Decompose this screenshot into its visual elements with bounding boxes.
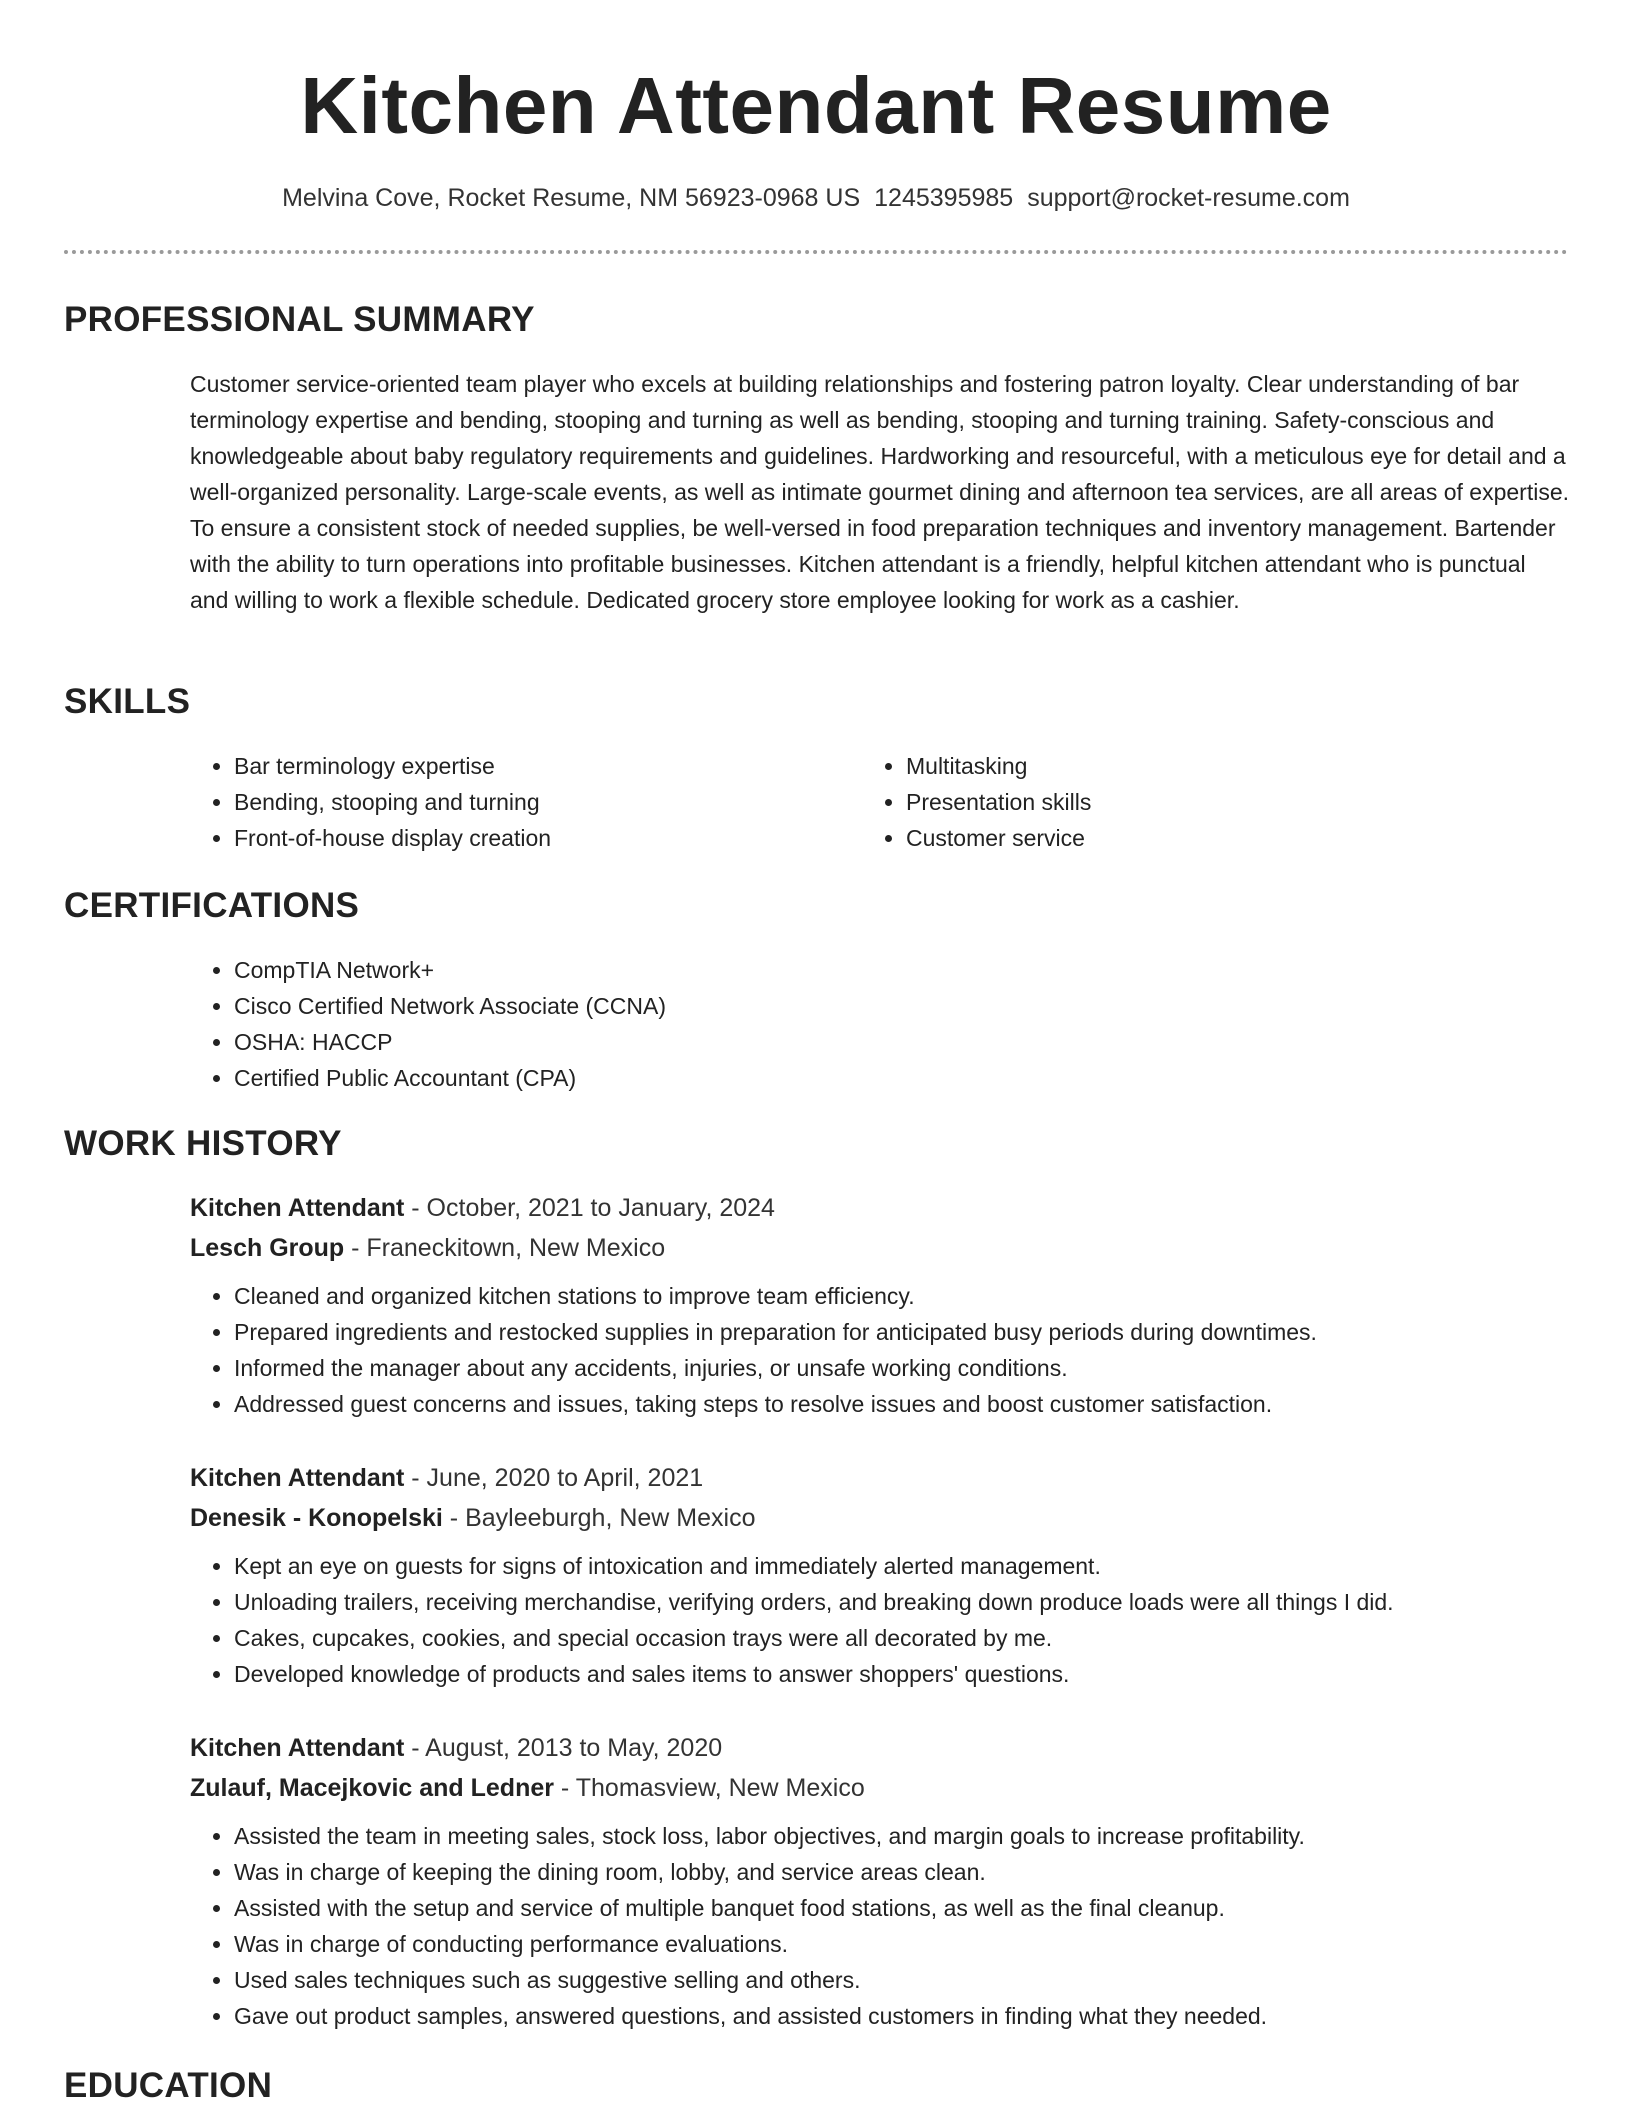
certification-item: • Certified Public Accountant (CPA) (234, 1060, 666, 1096)
job-company: Lesch Group (190, 1234, 345, 1262)
job-entry (190, 1728, 1580, 2034)
summary-text: Customer service-oriented team player who excels at building relationships and fostering patron loyalty. Clear understanding of bar terminology expertise and bending, stooping and turning as well as bending, stooping and turning training. Safety-conscious and knowledgeable about baby regulatory requirements and guidelines. Hardworking and resourceful, with a meticulous eye for detail and a well-organized personality. Large-scale events, as well as intimate gourmet dining and afternoon tea services, are all areas of expertise. To ensure a consistent stock of needed supplies, be well-versed in food preparation techniques and inventory management. Bartender with the ability to turn operations into profitable businesses. Kitchen attendant is a friendly, helpful kitchen attendant who is punctual and willing to work a flexible schedule. Dedicated grocery store employee looking for work as a cashier. (190, 371, 1570, 613)
header-divider (64, 250, 1568, 254)
job-location: - Bayleeburgh, New Mexico (442, 1504, 756, 1532)
section-title-certifications: CERTIFICATIONS (64, 886, 360, 925)
job-title-line (190, 1458, 1580, 1498)
resume-title: Kitchen Attendant Resume (300, 61, 1332, 150)
job-bullet: • Used sales techniques such as suggestive selling and others. (234, 1962, 1580, 1998)
job-company-line (190, 1228, 1580, 1268)
certification-item: • CompTIA Network+ (234, 952, 666, 988)
job-company-line (190, 1768, 1580, 1808)
certification-item: • Cisco Certified Network Associate (CCNA) (234, 988, 666, 1024)
certifications-list (190, 952, 666, 1096)
job-bullet: • Unloading trailers, receiving merchandise, verifying orders, and breaking down produce loads were all things I did. (234, 1584, 1580, 1620)
skill-item: • Bending, stooping and turning (234, 784, 551, 820)
skill-item: • Front-of-house display creation (234, 820, 551, 856)
job-bullet: • Informed the manager about any accidents, injuries, or unsafe working conditions. (234, 1350, 1580, 1386)
job-title: Kitchen Attendant (190, 1734, 405, 1762)
job-bullet: • Assisted the team in meeting sales, stock loss, labor objectives, and margin goals to increase profitability. (234, 1818, 1580, 1854)
skills-column-right (862, 748, 1091, 856)
job-dates: - June, 2020 to April, 2021 (404, 1464, 704, 1492)
skill-item: • Customer service (906, 820, 1091, 856)
job-entry (190, 1458, 1580, 1692)
job-bullet: • Addressed guest concerns and issues, taking steps to resolve issues and boost customer satisfaction. (234, 1386, 1580, 1422)
job-company-line (190, 1498, 1580, 1538)
skills-column-left (190, 748, 551, 856)
contact-phone: 1245395985 (874, 184, 1014, 212)
job-location: - Franeckitown, New Mexico (344, 1234, 666, 1262)
section-title-work-history: WORK HISTORY (64, 1124, 342, 1163)
skill-item: • Bar terminology expertise (234, 748, 551, 784)
contact-line (0, 180, 1632, 216)
skill-item: • Presentation skills (906, 784, 1091, 820)
job-bullet: • Cleaned and organized kitchen stations to improve team efficiency. (234, 1278, 1580, 1314)
job-company: Denesik - Konopelski (190, 1504, 443, 1532)
job-title-line (190, 1728, 1580, 1768)
section-title-skills: SKILLS (64, 682, 191, 721)
job-bullet: • Kept an eye on guests for signs of intoxication and immediately alerted management. (234, 1548, 1580, 1584)
job-bullet: • Assisted with the setup and service of multiple banquet food stations, as well as the final cleanup. (234, 1890, 1580, 1926)
section-title-education: EDUCATION (64, 2066, 273, 2105)
job-bullet: • Gave out product samples, answered questions, and assisted customers in finding what they needed. (234, 1998, 1580, 2034)
job-location: - Thomasview, New Mexico (553, 1774, 865, 1802)
job-title: Kitchen Attendant (190, 1464, 405, 1492)
skill-item: • Multitasking (906, 748, 1091, 784)
job-bullet: • Prepared ingredients and restocked supplies in preparation for anticipated busy periods during downtimes. (234, 1314, 1580, 1350)
job-title: Kitchen Attendant (190, 1194, 405, 1222)
contact-address: Melvina Cove, Rocket Resume, NM 56923-0968 US (282, 184, 861, 212)
job-title-line (190, 1188, 1580, 1228)
certification-item: • OSHA: HACCP (234, 1024, 666, 1060)
job-bullet: • Developed knowledge of products and sales items to answer shoppers' questions. (234, 1656, 1580, 1692)
job-bullet: • Cakes, cupcakes, cookies, and special occasion trays were all decorated by me. (234, 1620, 1580, 1656)
job-company: Zulauf, Macejkovic and Ledner (190, 1774, 554, 1802)
job-dates: - October, 2021 to January, 2024 (404, 1194, 775, 1222)
job-bullet: • Was in charge of keeping the dining room, lobby, and service areas clean. (234, 1854, 1580, 1890)
job-bullet: • Was in charge of conducting performance evaluations. (234, 1926, 1580, 1962)
job-dates: - August, 2013 to May, 2020 (404, 1734, 723, 1762)
section-title-summary: PROFESSIONAL SUMMARY (64, 300, 535, 339)
job-entry (190, 1188, 1580, 1422)
contact-email: support@rocket-resume.com (1027, 184, 1350, 212)
